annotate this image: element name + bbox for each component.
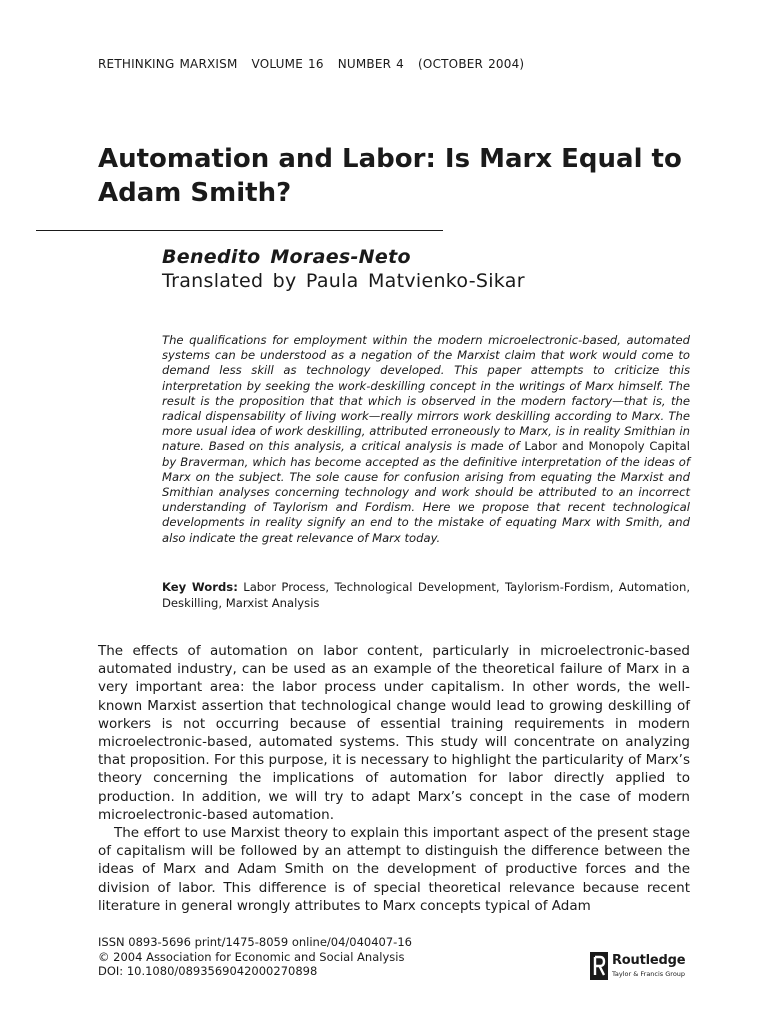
abstract-book-title: Labor and Monopoly Capital xyxy=(524,439,690,454)
body-paragraph-1: The effects of automation on labor content, particularly in microelectronic-based automated industry, can be used as an example of the theoretical failure of Marx in a very important area: the labor process under capitalism. In other words, the well-known Marxist assertion that technological change would lead to growing deskilling of workers is not occurring because of essential training requirements in modern microelectronic-based, automated systems. This study will concentrate on analyzing that proposition. For this purpose, it is necessary to highlight the particularity of Marx’s theory concerning the implications of automation for labor directly applied to production. In addition, we will try to adapt Marx’s concept in the case of modern microelectronic-based automation. xyxy=(98,643,690,823)
publisher-name: Routledge xyxy=(612,953,686,968)
footer-doi: DOI: 10.1080/0893569042000270898 xyxy=(98,964,318,979)
keywords xyxy=(162,580,690,611)
keywords-terms: Labor Process, Technological Development, Taylorism-Fordism, Automation, Deskilling, Marxist Analysis xyxy=(162,580,691,610)
running-head xyxy=(98,57,533,71)
abstract-part-1: The qualifications for employment within the modern microelectronic-based, automated systems can be understood as a negation of the Marxist claim that work would come to demand less skill as technology developed. This paper attempts to criticize this interpretation by seeking the work-deskilling concept in the writings of Marx himself. The result is the proposition that that which is observed in the modern factory—that is, the radical dispensability of living work—really mirrors work deskilling according to Marx. The more usual idea of work deskilling, attributed erroneously to Marx, is in reality Smithian in nature. Based on this analysis, a critical analysis is made of xyxy=(162,333,690,454)
journal-volume: VOLUME 16 xyxy=(251,57,324,71)
footer-copyright: © 2004 Association for Economic and Social Analysis xyxy=(98,949,405,964)
article-translator: Translated by Paula Matvienko-Sikar xyxy=(162,270,525,292)
keywords-label: Key Words: xyxy=(162,580,238,594)
abstract-part-2: by Braverman, which has become accepted as the definitive interpretation of the ideas of Marx on the subject. The sole cause for confusion arising from equating the Marxist and Smithian analyses concerning technology and work should be attributed to an incorrect understanding of Taylorism and Fordism. Here we propose that recent technological developments in reality signify an end to the mistake of equating Marx with Smith, and also indicate the great relevance of Marx today. xyxy=(162,454,690,545)
article-title: Automation and Labor: Is Marx Equal to Adam Smith? xyxy=(98,144,682,208)
abstract xyxy=(162,333,690,546)
journal-name: RETHINKING MARXISM xyxy=(98,57,238,71)
body-text xyxy=(98,642,690,915)
publisher-logo xyxy=(590,952,700,982)
routledge-logo-icon xyxy=(590,952,608,980)
journal-number: NUMBER 4 xyxy=(337,57,405,71)
publisher-group: Taylor & Francis Group xyxy=(612,970,686,978)
article-author: Benedito Moraes-Neto xyxy=(162,246,411,268)
title-rule xyxy=(36,230,443,231)
footer-issn: ISSN 0893-5696 print/1475-8059 online/04/040407-16 xyxy=(98,935,412,949)
body-paragraph-2: The effort to use Marxist theory to explain this important aspect of the present stage of capitalism will be followed by an attempt to distinguish the difference between the ideas of Marx and Adam Smith on the development of productive forces and the division of labor. This difference is of special theoretical relevance because recent literature in general wrongly attributes to Marx concepts typical of Adam xyxy=(98,825,690,914)
footer xyxy=(98,935,412,979)
journal-date: (OCTOBER 2004) xyxy=(418,57,525,71)
